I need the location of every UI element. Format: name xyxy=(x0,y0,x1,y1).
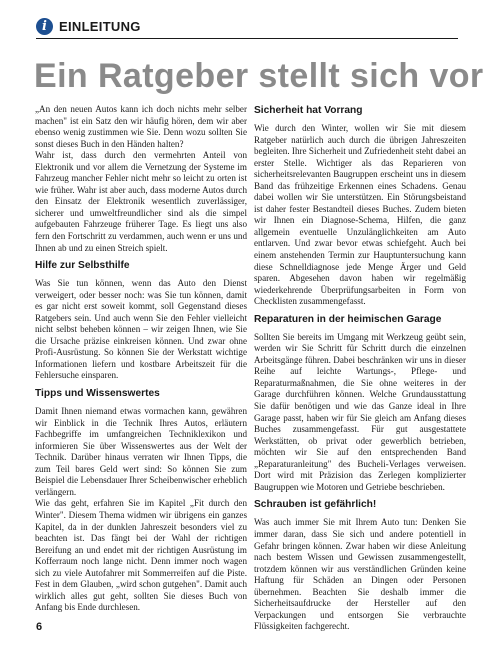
section-label: EINLEITUNG xyxy=(59,19,141,34)
paragraph-winter: Wie das geht, erfahren Sie im Kapitel „Fit durch den Winter". Diesem Thema widmen wir übrigens ein ganzes Kapitel, da in der dunklen Jahreszeit besonders viel zu beachten ist. Das fängt bei der Wahl der richtigen Bereifung an und endet mit der richtigen Ausrüstung im Kofferraum noch lange nicht. Denn immer noch wagen sich zu viele Autofahrer mit Sommerreifen auf die Piste. Fest in dem Glauben, „wird schon gutgehen". Damit auch wirklich alles gut geht, sollten Sie dieses Buch von Anfang bis Ende durchlesen. xyxy=(35,498,247,613)
heading-reparaturen-garage: Reparaturen in der heimischen Garage xyxy=(254,313,442,325)
heading-hilfe-zur-selbsthilfe: Hilfe zur Selbsthilfe xyxy=(35,260,130,272)
heading-tipps-und-wissenswertes: Tipps und Wissenswertes xyxy=(35,388,160,400)
section-header xyxy=(36,17,458,37)
paragraph-tips: Damit Ihnen niemand etwas vormachen kann, gewähren wir Einblick in die Technik Ihres Autos, erläutern Fachbegriffe im umfangreichen Techniklexikon und informieren Sie über Wissenswertes aus der Welt der Technik. Darüber hinaus verraten wir Ihnen Tipps, die zum Teil bares Geld wert sind: So können Sie zum Beispiel die Lebensdauer Ihrer Scheibenwischer erheblich verlängern. xyxy=(35,406,247,497)
paragraph-electronics: Wahr ist, dass durch den vermehrten Anteil von Elektronik und vor allem die Vernetzung der Systeme im Fahrzeug mancher Fehler nicht mehr so leicht zu orten ist wie früher. Wahr ist aber auch, dass moderne Autos durch den Einsatz der Elektronik wesentlich zuverlässiger, sicherer und umweltfreundlicher sind als die simpel aufgebauten Fahrzeuge früherer Tage. Es liegt uns also fern den Fortschritt zu verdammen, auch wenn er uns und Ihnen ab und zu einen Streich spielt. xyxy=(35,150,247,253)
heading-sicherheit-hat-vorrang: Sicherheit hat Vorrang xyxy=(254,105,363,116)
paragraph-safety: Wie durch den Winter, wollen wir Sie mit diesem Ratgeber natürlich auch durch die übrigen Jahreszeiten begleiten. Ihre Sicherheit und Zufriedenheit steht dabei an erster Stelle. Wichtiger als das Reparieren von sicherheitsrelevanten Baugruppen erscheint uns in diesem Band das frühzeitige Erkennen eines Schadens. Genau dabei wollen wir Sie unterstützen. Ein Störungsbeistand ist daher fester Bestandteil dieses Buches. Zudem bieten wir Ihnen ein Diagnose-Schema, Hilfen, die ganz allgemein eventuelle Unzulänglichkeiten am Auto entlarven. Und zwar bevor etwas schiefgeht. Auch bei einem anstehenden Termin zur Hauptuntersuchung kann diese Schnelldiagnose jede Menge Ärger und Geld sparen. Abgesehen davon haben wir regelmäßig wiederkehrende Überprüfungsarbeiten in Form von Checklisten zusammengefasst. xyxy=(254,123,466,307)
page-number: 6 xyxy=(36,621,43,633)
page-title: Ein Ratgeber stellt sich vor xyxy=(34,57,484,95)
heading-schrauben-gefaehrlich: Schrauben ist gefährlich! xyxy=(254,499,377,511)
paragraph-danger: Was auch immer Sie mit Ihrem Auto tun: Denken Sie immer daran, dass Sie sich und andere potentiell in Gefahr bringen können. Zwar haben wir diese Anleitung nach bestem Wissen und Gewissen zusammengestellt, trotzdem können wir aus verständlichen Gründen keine Haftung für Schäden an Dingen oder Personen übernehmen. Beachten Sie deshalb immer die Sicherheitsaufdrucke der Hersteller auf den Verpackungen und entsorgen Sie verbrauchte Flüssigkeiten fachgerecht. xyxy=(254,517,466,632)
paragraph-repairs: Sollten Sie bereits im Umgang mit Werkzeug geübt sein, werden wir Sie Schritt für Schritt durch die einzelnen Arbeitsgänge führen. Dabei beschränken wir uns in dieser Reihe auf leichte Wartungs-, Pflege- und Reparaturmaßnahmen, die Sie ohne weiteres in der Garage durchführen können. Welche Grundausstattung Sie dafür benötigen und wie das Ganze ideal in Ihre Garage passt, haben wir für Sie gleich am Anfang dieses Buches zusammengefasst. Für gut ausgestattete Werkstätten, ob privat oder gewerblich betrieben, möchten wir Sie auf den entsprechenden Band „Reparaturanleitung" des Bucheli-Verlages verweisen. Dort wird mit Präzision das Zerlegen komplizierter Baugruppen wie Motoren und Getriebe beschrieben. xyxy=(254,331,466,492)
right-column xyxy=(254,104,466,633)
paragraph-self-help: Was Sie tun können, wenn das Auto den Dienst verweigert, oder besser noch: was Sie tun können, damit es gar nicht erst soweit kommt, soll Gegenstand dieses Ratgebers sein. Und auch wenn Sie den Fehler vielleicht nicht selbst beheben können – wir zeigen Ihnen, wie Sie die Ursache präzise einkreisen können. Und zwar ohne Profi-Ausrüstung. So können Sie der Werkstatt wichtige Informationen liefern und kostbare Arbeitszeit für die Fehlersuche einsparen. xyxy=(35,278,247,381)
header-rule xyxy=(36,38,458,39)
paragraph-intro: „An den neuen Autos kann ich doch nichts mehr selber machen" ist ein Satz den wir häufig hören, dem wir aber ebenso wenig zustimmen wie Sie. Denn wozu sollten Sie sonst dieses Buch in den Händen halten? xyxy=(35,104,247,149)
left-column xyxy=(35,104,247,614)
info-icon: i xyxy=(36,18,53,35)
